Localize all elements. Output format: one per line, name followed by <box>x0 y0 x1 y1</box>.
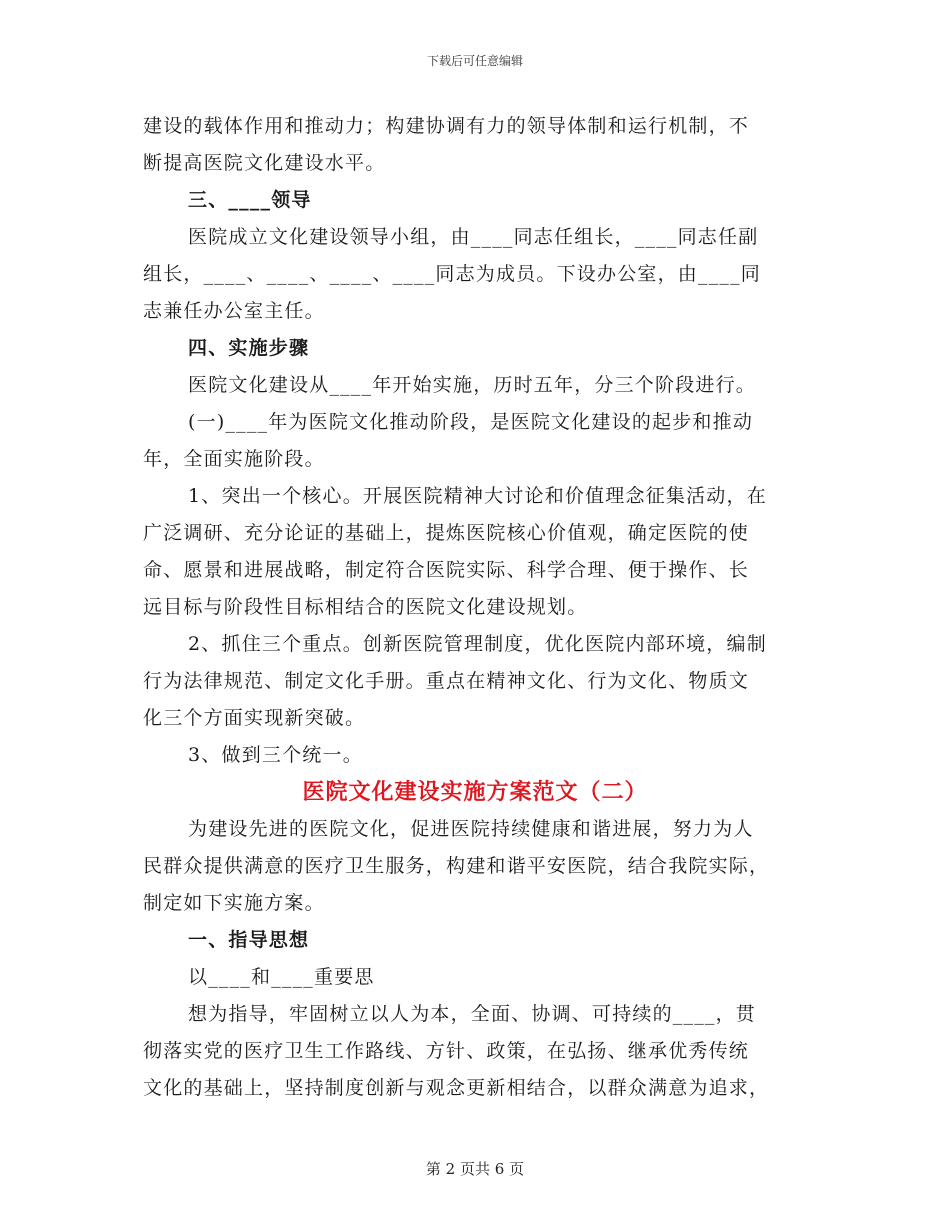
paragraph-line: 2、抓住三个重点。创新医院管理制度，优化医院内部环境，编制 <box>188 633 767 655</box>
section-heading: 三、____领导 <box>188 189 312 211</box>
paragraph-line: 年，全面实施阶段。 <box>143 448 325 470</box>
section-heading: 一、指导思想 <box>188 929 310 951</box>
paragraph-line: 1、突出一个核心。开展医院精神大讨论和价值理念征集活动，在 <box>188 485 767 507</box>
paragraph-line: 为建设先进的医院文化，促进医院持续健康和谐进展，努力为人 <box>188 818 754 840</box>
paragraph-line: 化三个方面实现新突破。 <box>143 707 366 729</box>
document-title: 医院文化建设实施方案范文（二） <box>302 779 648 805</box>
paragraph-line: 远目标与阶段性目标相结合的医院文化建设规划。 <box>143 596 588 618</box>
paragraph-line: 志兼任办公室主任。 <box>143 300 325 322</box>
paragraph-line: 医院成立文化建设领导小组，由____同志任组长，____同志任副 <box>188 226 759 248</box>
paragraph-line: 文化的基础上，坚持制度创新与观念更新相结合，以群众满意为追求， <box>143 1077 770 1099</box>
paragraph-line: 想为指导，牢固树立以人为本，全面、协调、可持续的____，贯 <box>188 1003 757 1025</box>
paragraph-line: 3、做到三个统一。 <box>188 744 363 766</box>
section-heading: 四、实施步骤 <box>188 337 310 359</box>
paragraph-line: (一)____年为医院文化推动阶段，是医院文化建设的起步和推动 <box>188 411 754 433</box>
paragraph-line: 命、愿景和进展战略，制定符合医院实际、科学合理、便于操作、长 <box>143 559 750 581</box>
paragraph-line: 彻落实党的医疗卫生工作路线、方针、政策，在弘扬、继承优秀传统 <box>143 1040 750 1062</box>
paragraph-line: 行为法律规范、制定文化手册。重点在精神文化、行为文化、物质文 <box>143 670 750 692</box>
paragraph-line: 组长，____、____、____、____同志为成员。下设办公室，由____同 <box>143 263 762 285</box>
paragraph-line: 建设的载体作用和推动力；构建协调有力的领导体制和运行机制，不 <box>143 115 750 137</box>
paragraph-line: 断提高医院文化建设水平。 <box>143 152 386 174</box>
document-body <box>143 108 807 1107</box>
paragraph-line: 民群众提供满意的医疗卫生服务，构建和谐平安医院，结合我院实际， <box>143 855 770 877</box>
page-footer: 第 2 页共 6 页 <box>425 1160 525 1178</box>
paragraph-line: 医院文化建设从____年开始实施，历时五年，分三个阶段进行。 <box>188 374 757 396</box>
page-header: 下载后可任意编辑 <box>426 54 523 68</box>
paragraph-line: 制定如下实施方案。 <box>143 892 325 914</box>
paragraph-line: 以____和____重要思 <box>188 966 375 988</box>
paragraph-line: 广泛调研、充分论证的基础上，提炼医院核心价值观，确定医院的使 <box>143 522 750 544</box>
